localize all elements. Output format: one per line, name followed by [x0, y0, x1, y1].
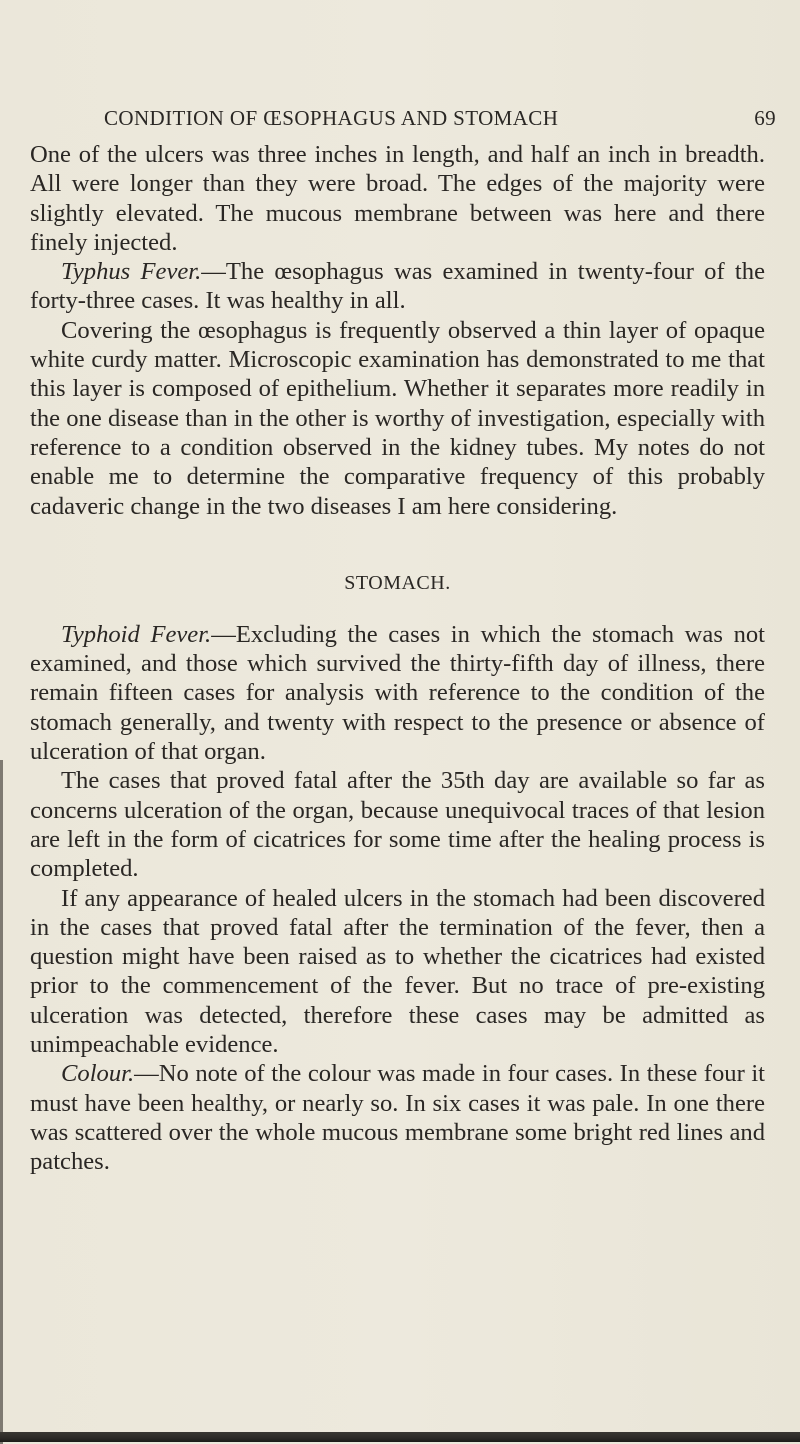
typhus-fever-heading: Typhus Fever. [61, 258, 202, 286]
paragraph-colour [30, 1059, 765, 1176]
typhoid-fever-text: —Excluding the cases in which the stomach was not examined, and those which survived the thirty-fifth day of illness, there remain fifteen cases for analysis with reference to the condition of the stomach generally, and twenty with respect to the presence or absence of ulceration of that organ. [30, 620, 766, 766]
section-heading-stomach: STOMACH. [344, 571, 451, 594]
typhoid-fever-heading: Typhoid Fever. [61, 620, 212, 648]
paragraph-fatal-cases: The cases that proved fatal after the 35th day are available so far as concerns ulceration of the organ, because unequivocal traces of that lesion are left in the form of cicatrices for some time after the healing process is completed. [30, 767, 765, 883]
running-header-title: CONDITION OF ŒSOPHAGUS AND STOMACH [104, 106, 559, 130]
page-left-edge-shadow [0, 760, 3, 1444]
colour-heading: Colour. [61, 1060, 135, 1088]
paragraph-typhoid-stomach [30, 620, 765, 766]
paragraph-curdy-matter: Covering the œsophagus is frequently observed a thin layer of opaque white curdy matter. Microscopic examination has demonstrated to me that this layer is composed of epithelium. Whether it separates more readily in the one disease than in the other is worthy of investigation, especially with reference to a condition observed in the kidney tubes. My notes do not enable me to determine the comparative frequency of this probably cadaveric change in the two diseases I am here considering. [30, 316, 765, 520]
paragraph-typhus-oesophagus [30, 257, 765, 316]
colour-text: —No note of the colour was made in four cases. In these four it must have been healthy, or nearly so. In six cases it was pale. In one there was scattered over the whole mucous membrane some bright red lines and patches. [30, 1060, 765, 1176]
typhus-fever-text: —The œsophagus was examined in twenty-four of the forty-three cases. It was healthy in all. [30, 258, 765, 315]
paragraph-ulcer-dimensions: One of the ulcers was three inches in length, and half an inch in breadth. All were longer than they were broad. The edges of the majority were slightly elevated. The mucous membrane between was here and there finely injected. [30, 141, 765, 256]
body-text [30, 140, 765, 1177]
page-bottom-edge [0, 1432, 800, 1442]
page-number: 69 [754, 106, 776, 130]
paragraph-healed-ulcers: If any appearance of healed ulcers in the stomach had been discovered in the cases that proved fatal after the termination of the fever, then a question might have been raised as to whether the cicatrices had existed prior to the commencement of the fever. But no trace of pre-existing ulceration was detected, therefore these cases may be admitted as unimpeachable evidence. [30, 884, 765, 1059]
